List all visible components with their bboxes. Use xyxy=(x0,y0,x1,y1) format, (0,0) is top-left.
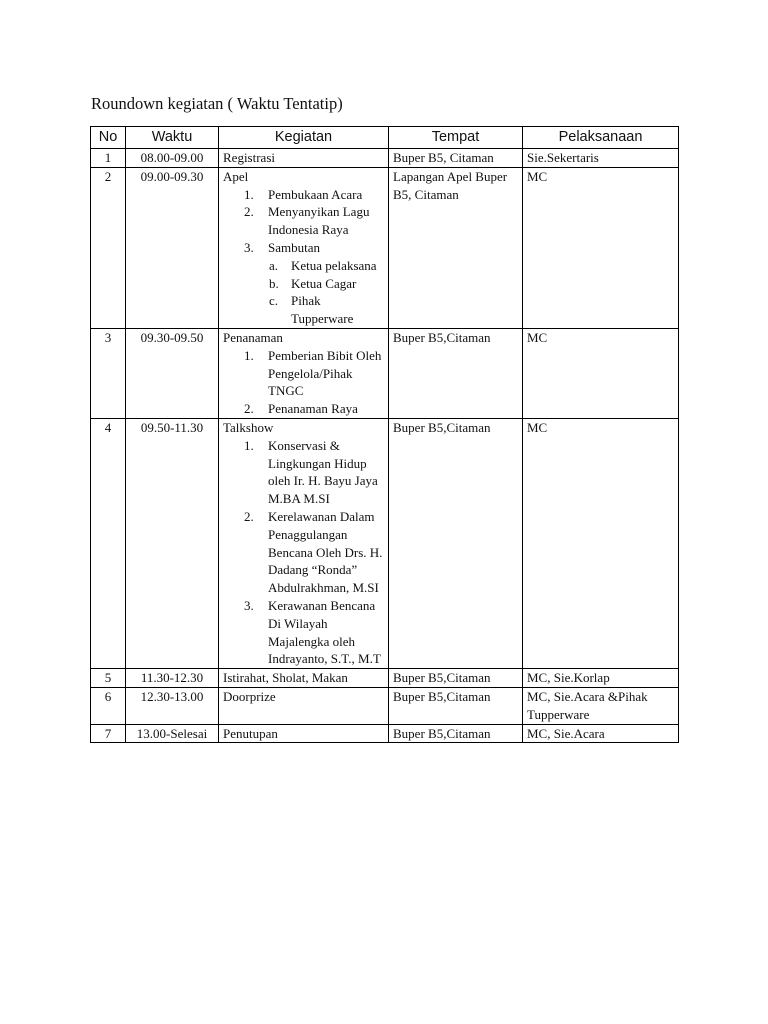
cell-waktu: 11.30-12.30 xyxy=(126,669,219,688)
list-marker: 1. xyxy=(244,347,254,363)
list-item-text: Kerawanan Bencana Di Wilayah Majalengka oleh Indrayanto, S.T., M.T xyxy=(268,597,381,667)
list-item-text: Menyanyikan Lagu Indonesia Raya xyxy=(268,204,370,238)
list-marker: c. xyxy=(269,293,279,309)
cell-tempat: Buper B5,Citaman xyxy=(389,328,523,418)
cell-pelaksanaan: MC, Sie.Korlap xyxy=(523,669,679,688)
list-marker: 1. xyxy=(244,186,254,202)
cell-tempat: Lapangan Apel Buper B5, Citaman xyxy=(389,167,523,328)
list-item-text: Pihak Tupperware xyxy=(291,293,354,327)
cell-pelaksanaan: Sie.Sekertaris xyxy=(523,149,679,168)
list-item-text: Pemberian Bibit Oleh Pengelola/Pihak TNGC xyxy=(268,347,382,399)
list-item-text: Konservasi & Lingkungan Hidup oleh Ir. H. Bayu Jaya M.BA M.SI xyxy=(268,437,378,507)
cell-no: 3 xyxy=(91,328,126,418)
list-marker: 2. xyxy=(244,401,254,417)
cell-no: 7 xyxy=(91,724,126,743)
cell-waktu: 09.00-09.30 xyxy=(126,167,219,328)
cell-pelaksanaan: MC xyxy=(523,418,679,668)
list-item xyxy=(223,437,384,508)
cell-waktu: 09.50-11.30 xyxy=(126,418,219,668)
list-item-text: Kerelawanan Dalam Penaggulangan Bencana Oleh Drs. H. Dadang “Ronda” Abdulrakhman, M.SI xyxy=(268,508,383,596)
cell-tempat: Buper B5,Citaman xyxy=(389,669,523,688)
cell-pelaksanaan: MC xyxy=(523,167,679,328)
activity-heading: Talkshow xyxy=(223,419,274,435)
header-tempat: Tempat xyxy=(389,127,523,149)
list-item xyxy=(223,203,384,239)
list-marker: 2. xyxy=(244,204,254,220)
cell-waktu: 08.00-09.00 xyxy=(126,149,219,168)
list-item xyxy=(223,239,384,257)
cell-tempat: Buper B5, Citaman xyxy=(389,149,523,168)
list-item-text: Sambutan xyxy=(268,239,320,255)
table-row xyxy=(91,149,679,168)
list-item-text: Ketua pelaksana xyxy=(291,257,377,273)
list-marker: a. xyxy=(269,257,279,273)
cell-tempat: Buper B5,Citaman xyxy=(389,724,523,743)
activity-list xyxy=(223,186,384,257)
cell-tempat: Buper B5,Citaman xyxy=(389,418,523,668)
table-header-row xyxy=(91,127,679,149)
table-row xyxy=(91,418,679,668)
cell-kegiatan xyxy=(219,328,389,418)
list-item xyxy=(223,400,384,418)
activity-heading: Penanaman xyxy=(223,329,283,345)
cell-kegiatan: Istirahat, Sholat, Makan xyxy=(219,669,389,688)
list-item-text: Penanaman Raya xyxy=(268,401,358,417)
cell-tempat: Buper B5,Citaman xyxy=(389,687,523,724)
cell-pelaksanaan: MC xyxy=(523,328,679,418)
sub-list-item xyxy=(223,275,384,293)
sub-list-item xyxy=(223,292,384,328)
cell-no: 2 xyxy=(91,167,126,328)
list-item xyxy=(223,508,384,597)
list-item-text: Pembukaan Acara xyxy=(268,186,363,202)
table-row xyxy=(91,669,679,688)
list-marker: 2. xyxy=(244,508,254,524)
table-row xyxy=(91,724,679,743)
list-item xyxy=(223,347,384,400)
cell-no: 5 xyxy=(91,669,126,688)
cell-no: 1 xyxy=(91,149,126,168)
list-marker: 1. xyxy=(244,437,254,453)
sub-list xyxy=(223,257,384,328)
activity-heading: Apel xyxy=(223,168,249,184)
cell-kegiatan: Registrasi xyxy=(219,149,389,168)
activity-list xyxy=(223,347,384,418)
list-item xyxy=(223,186,384,204)
cell-pelaksanaan: MC, Sie.Acara &Pihak Tupperware xyxy=(523,687,679,724)
list-marker: 3. xyxy=(244,597,254,613)
header-waktu: Waktu xyxy=(126,127,219,149)
header-pelaksanaan: Pelaksanaan xyxy=(523,127,679,149)
cell-kegiatan: Doorprize xyxy=(219,687,389,724)
header-no: No xyxy=(91,127,126,149)
header-kegiatan: Kegiatan xyxy=(219,127,389,149)
cell-pelaksanaan: MC, Sie.Acara xyxy=(523,724,679,743)
sub-list-item xyxy=(223,257,384,275)
list-marker: 3. xyxy=(244,239,254,255)
cell-no: 4 xyxy=(91,418,126,668)
cell-waktu: 12.30-13.00 xyxy=(126,687,219,724)
table-row xyxy=(91,687,679,724)
cell-kegiatan: Penutupan xyxy=(219,724,389,743)
cell-waktu: 09.30-09.50 xyxy=(126,328,219,418)
cell-no: 6 xyxy=(91,687,126,724)
document-title: Roundown kegiatan ( Waktu Tentatip) xyxy=(91,94,343,113)
cell-kegiatan xyxy=(219,418,389,668)
table-row xyxy=(91,167,679,328)
cell-waktu: 13.00-Selesai xyxy=(126,724,219,743)
list-marker: b. xyxy=(269,275,279,291)
cell-kegiatan xyxy=(219,167,389,328)
rundown-table xyxy=(90,126,679,743)
list-item xyxy=(223,597,384,668)
list-item-text: Ketua Cagar xyxy=(291,275,357,291)
activity-list xyxy=(223,437,384,668)
table-row xyxy=(91,328,679,418)
